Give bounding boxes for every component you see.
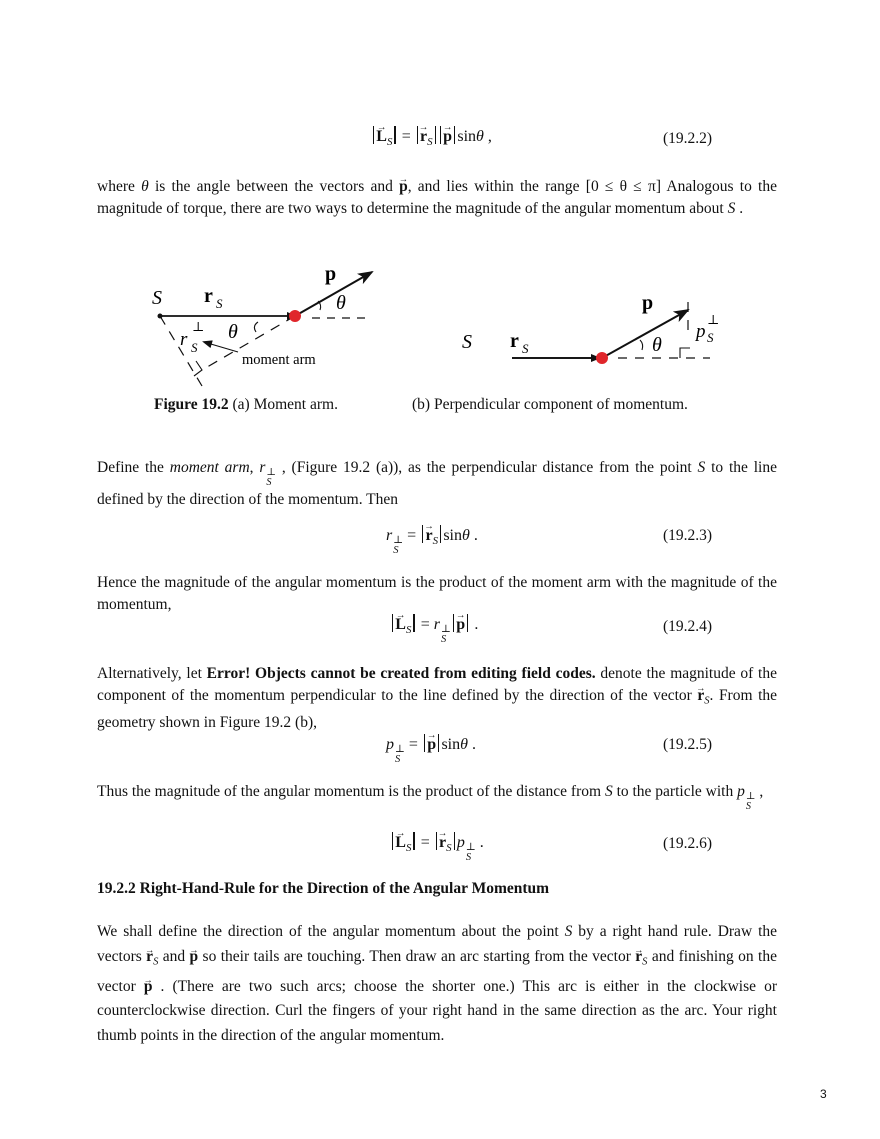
paragraph-product-moment-arm: Hence the magnitude of the angular momentum is the product of the moment arm with the magnitude of the momentum, (97, 574, 777, 613)
figure-caption-a: Figure 19.2 (a) Moment arm. (154, 396, 338, 413)
equation-19-2-6: → $L_S$ = → $r_S$ p ⊥ S . (390, 832, 484, 863)
label-p-b: p (642, 292, 654, 314)
svg-text:⊥: ⊥ (192, 319, 205, 334)
label-S-a: S (152, 287, 162, 309)
vector-p: → p (443, 128, 452, 146)
equation-19-2-4: → $L_S = r$ ⊥ S → p . (390, 614, 478, 645)
equation-19-2-5: p ⊥ S = → p sinθ . (386, 734, 476, 765)
moment-arm-pointer (204, 342, 238, 352)
equation-number: (19.2.2) (663, 130, 713, 147)
label-theta-a2: θ (228, 321, 238, 343)
svg-text:S: S (522, 341, 529, 356)
svg-text:S: S (216, 296, 223, 311)
equation-number: (19.2.3) (663, 527, 713, 544)
label-S-b: S (462, 331, 472, 353)
vector-r: → r (420, 128, 427, 146)
angle-arc-a2 (254, 322, 258, 332)
particle-b (596, 352, 608, 364)
angle-arc-b (640, 340, 643, 350)
label-p-a: p (325, 263, 337, 285)
equation-number: (19.2.5) (663, 736, 713, 753)
label-rperp: r (180, 329, 188, 350)
label-pperp: p (696, 321, 706, 342)
label-theta-b: θ (652, 334, 662, 356)
svg-text:⊥: ⊥ (707, 312, 720, 327)
equation-number: (19.2.6) (663, 835, 713, 852)
paragraph-angle-definition: where θ is the angle between the vectors and → p, and lies within the range [0 ≤ θ ≤ π] Analogous to the magnitude of torque, there are two ways to determine the magnitude of the angular momentum about S . (97, 176, 777, 219)
panel-perpendicular-component (462, 292, 719, 364)
right-angle-marker-b (680, 348, 690, 358)
equation-19-2-2: → $L_S$ = → $r_S\to p$ sinθ , (371, 126, 492, 148)
paragraph-distance-product: Thus the magnitude of the angular momentum is the product of the distance from S to the particle with p ⊥ S , (97, 783, 764, 812)
equation-number: (19.2.4) (663, 618, 713, 635)
paragraph-right-hand-rule: We shall define the direction of the angular momentum about the point S by a right hand rule. Draw the vectors → $r_S$ and → p so their tails are touching. Then draw an arc starting from the vector → $r_S$ and finishing on the vector → p . (There are two such arcs; choose the shorter one.) This arc is either in the clockwise or counterclockwise direction. Curl the fingers of your right hand in the same direction as the arc. Your right thumb points in the direction of the angular momentum. (97, 920, 777, 1048)
equation-19-2-3: r ⊥ S = → $r_S$ sinθ . (386, 525, 478, 556)
section-heading: 19.2.2 Right-Hand-Rule for the Direction of the Angular Momentum (97, 880, 550, 897)
label-r-b: r (510, 330, 519, 352)
vector-p-arrow-b (602, 310, 688, 358)
figure-19-2 (140, 258, 740, 398)
label-moment-arm: moment arm (242, 352, 316, 368)
label-theta-a: θ (336, 292, 346, 314)
page-number: 3 (820, 1087, 827, 1101)
particle-a (289, 310, 301, 322)
field-code-error: Error! Objects cannot be created from editing field codes. (206, 665, 596, 682)
figure-caption-b: (b) Perpendicular component of momentum. (412, 396, 688, 413)
label-r-a: r (204, 285, 213, 307)
vector-L: → L (376, 128, 387, 146)
paragraph-alternative: Alternatively, let Error! Objects cannot be created from editing field codes. denote the magnitude of the component of the momentum perpendicular to the line defined by the direction of the vector → $r_S$. From the geometry shown in Figure 19.2 (b), (97, 663, 777, 733)
right-angle-marker-a (194, 361, 202, 376)
svg-text:S: S (707, 330, 714, 345)
panel-moment-arm (152, 263, 372, 386)
paragraph-moment-arm: Define the moment arm, r ⊥ S , (Figure 19.2 (a)), as the perpendicular distance from the point S to the line defined by the direction of the momentum. Then (97, 459, 777, 508)
svg-text:S: S (191, 340, 198, 355)
